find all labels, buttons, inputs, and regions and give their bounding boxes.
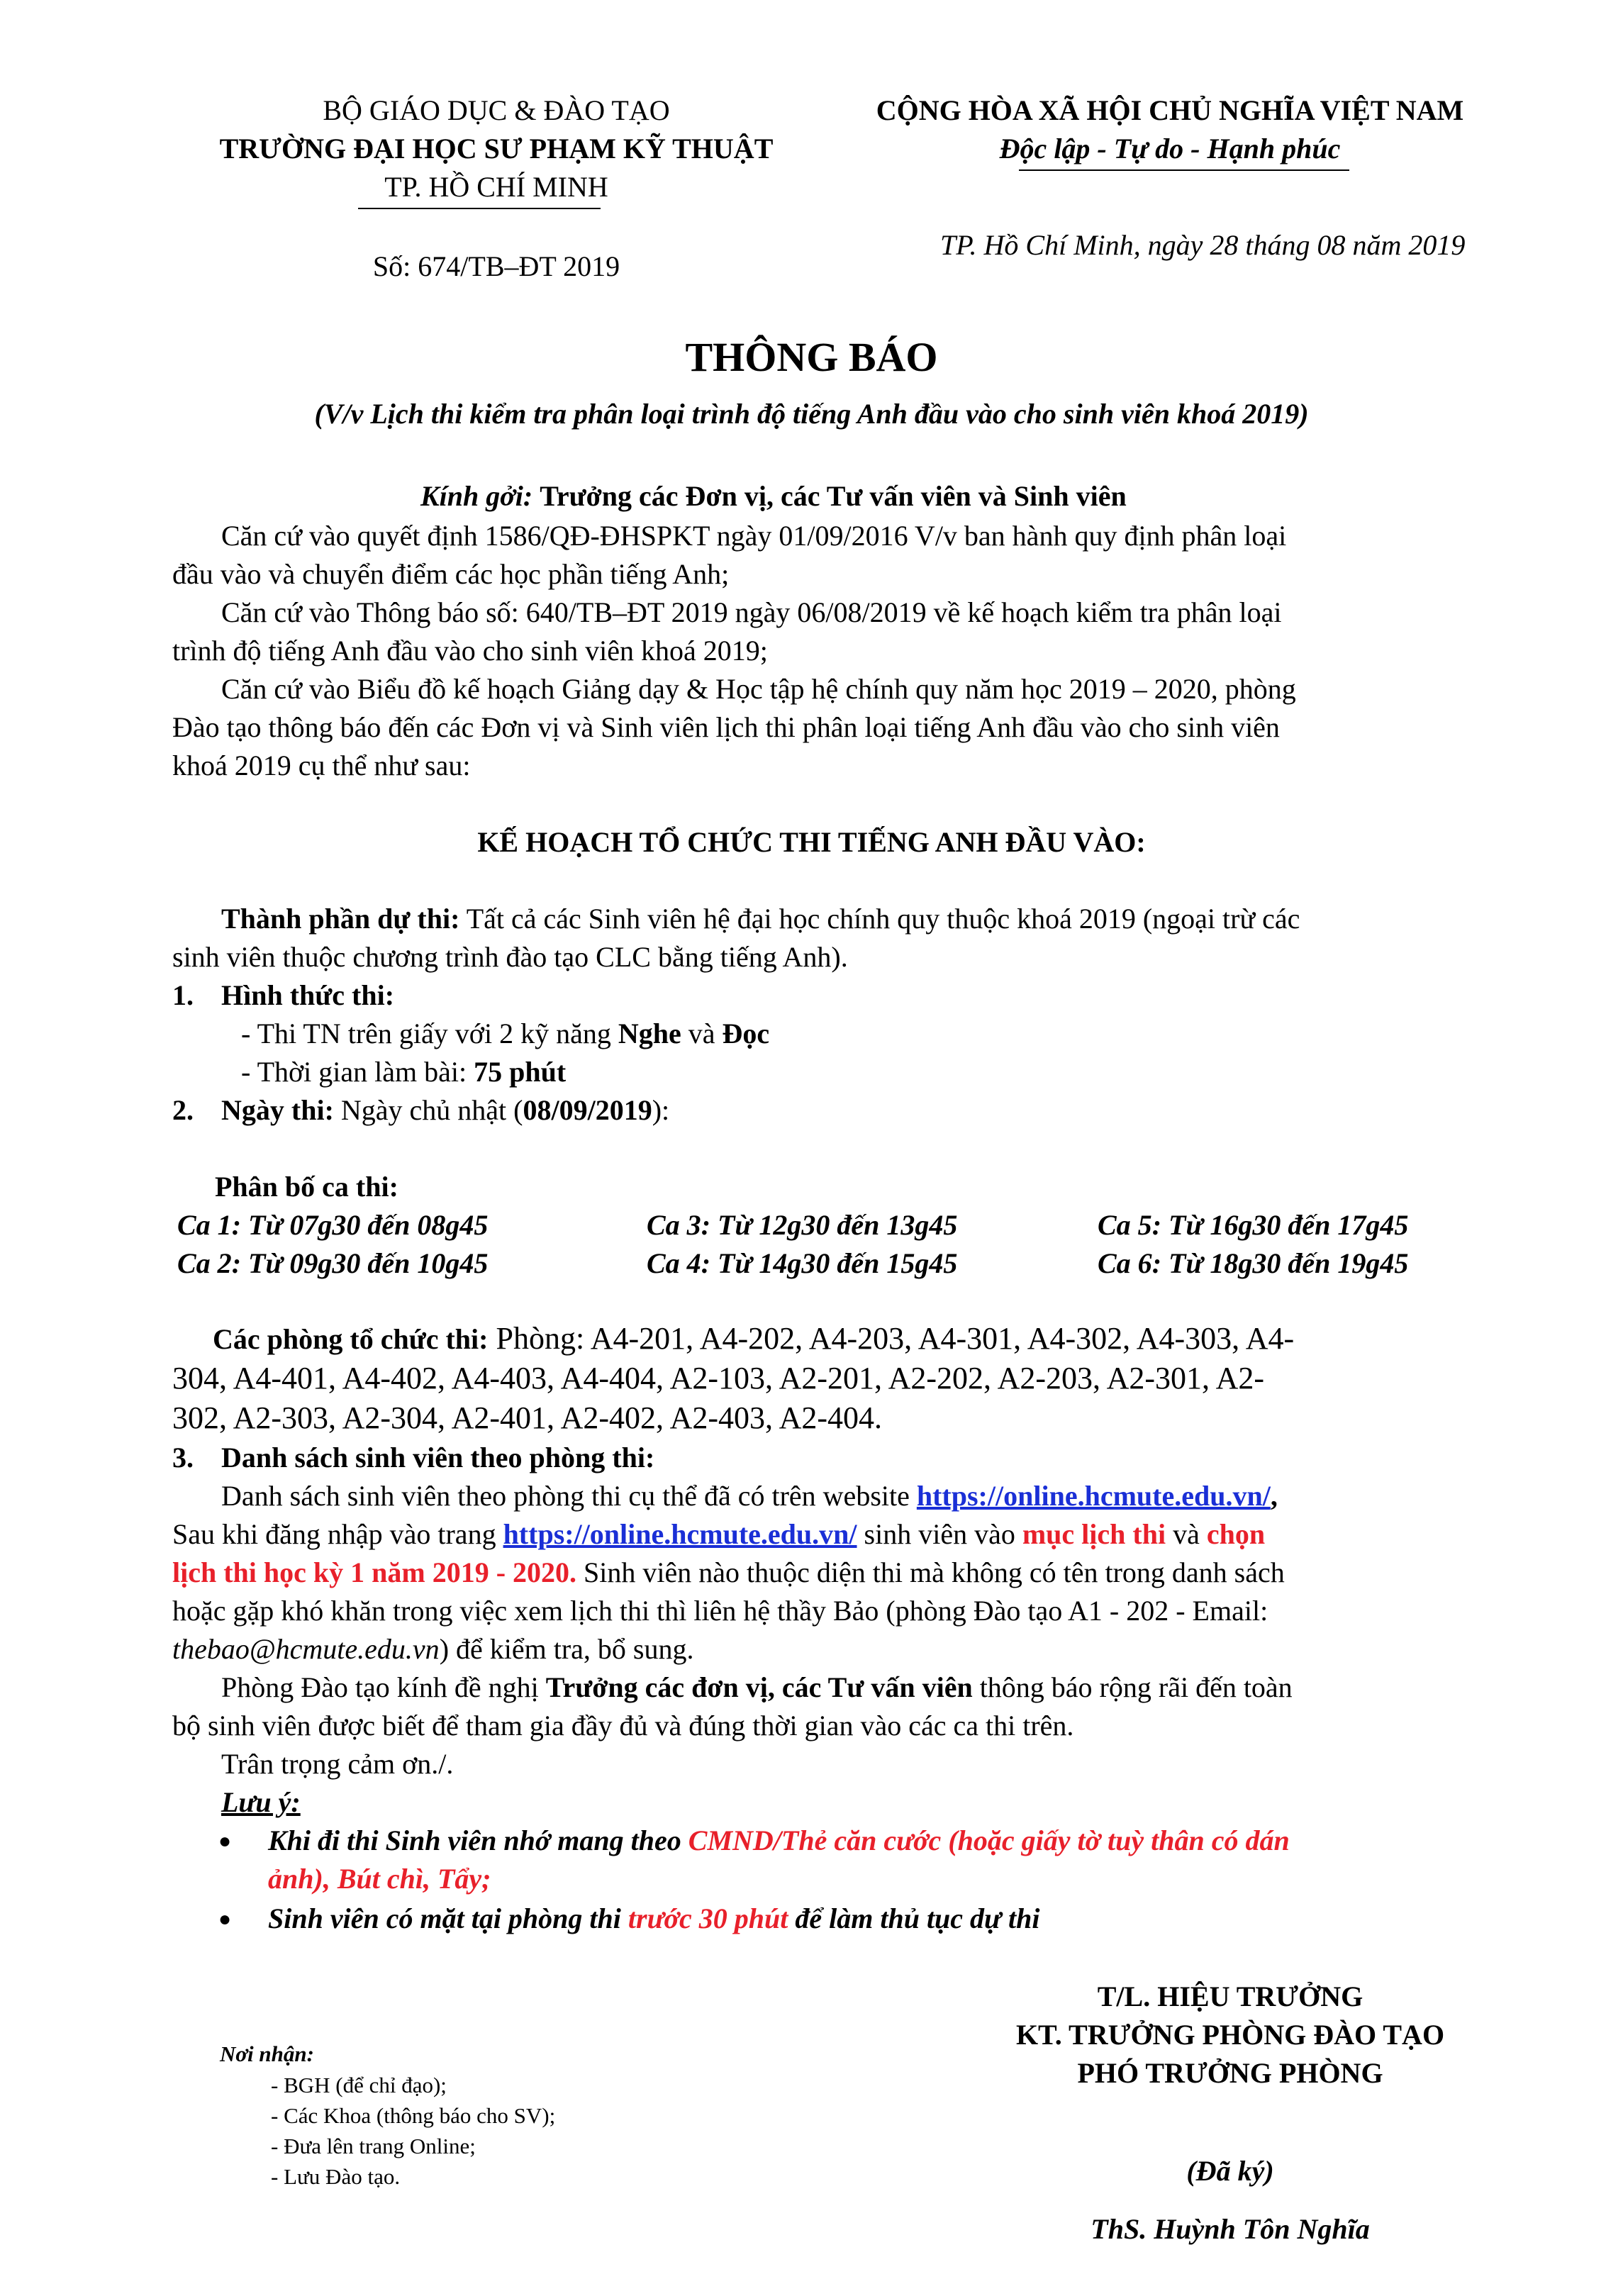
request-c: thông báo rộng rãi đến toàn	[979, 1671, 1293, 1703]
shift-2-label: Ca 2	[177, 1247, 232, 1279]
recipient-item: - Các Khoa (thông báo cho SV);	[271, 2103, 556, 2128]
shift-3-time: : Từ 12g30 đến 13g45	[701, 1209, 958, 1241]
greeting-label: Kính gởi:	[420, 480, 533, 512]
shift-5-label: Ca 5	[1098, 1209, 1152, 1241]
note-bullet-1	[268, 1824, 1290, 1857]
signed-note: (Đã ký)	[1186, 2155, 1274, 2187]
shift-5	[1098, 1208, 1408, 1242]
shift-3-label: Ca 3	[647, 1209, 701, 1241]
item-1-and: và	[688, 1018, 715, 1049]
shift-6-label: Ca 6	[1098, 1247, 1152, 1279]
section-2-title: Ngày thi:	[221, 1094, 334, 1126]
plan-heading: KẾ HOẠCH TỔ CHỨC THI TIẾNG ANH ĐẦU VÀO:	[477, 826, 1146, 858]
item-1-prefix: - Thi TN trên giấy với 2 kỹ năng	[241, 1018, 611, 1049]
choose-text: chọn	[1206, 1518, 1266, 1550]
place-date: TP. Hồ Chí Minh, ngày 28 tháng 08 năm 2019	[940, 229, 1466, 261]
shift-1-label: Ca 1	[177, 1209, 232, 1241]
section-1-number: 1.	[172, 979, 194, 1011]
section-3-title: Danh sách sinh viên theo phòng thi:	[221, 1442, 655, 1473]
recipient-item: - Lưu Đào tạo.	[271, 2164, 401, 2189]
check-text: ) để kiểm tra, bổ sung.	[439, 1633, 694, 1665]
basis-line-2: đầu vào và chuyển điểm các học phần tiếng Anh;	[172, 558, 730, 590]
shift-1-time: : Từ 07g30 đến 08g45	[231, 1209, 489, 1241]
note-1-text: Khi đi thi Sinh viên nhớ mang theo	[268, 1824, 681, 1856]
note-2-text: Sinh viên có mặt tại phòng thi	[268, 1902, 621, 1934]
document-title: THÔNG BÁO	[685, 334, 938, 380]
section-3-line-4: hoặc gặp khó khăn trong việc xem lịch thi thì liên hệ thầy Bảo (phòng Đào tạo A1 - 202 - Email:	[172, 1595, 1268, 1627]
shift-2-time: : Từ 09g30 đến 10g45	[231, 1247, 489, 1279]
recipients-label: Nơi nhận:	[220, 2041, 314, 2066]
section-3-line-1	[221, 1479, 1278, 1512]
request-line-1	[221, 1671, 1293, 1704]
shift-5-time: : Từ 16g30 đến 17g45	[1151, 1209, 1409, 1241]
ministry-name: BỘ GIÁO DỤC & ĐÀO TẠO	[323, 94, 670, 126]
rooms-line-3: 302, A2-303, A2-304, A2-401, A2-402, A2-403, A2-404.	[172, 1400, 882, 1435]
section-1-title: Hình thức thi:	[221, 979, 395, 1011]
skill-listening: Nghe	[618, 1018, 681, 1049]
greeting-line	[420, 479, 1127, 513]
header-left-underline	[358, 208, 601, 209]
basis-line-6: Đào tạo thông báo đến các Đơn vị và Sinh viên lịch thi phân loại tiếng Anh đầu vào cho sinh viên	[172, 711, 1280, 743]
motto-underline	[1019, 169, 1349, 171]
request-line-2: bộ sinh viên được biết để tham gia đầy đủ và đúng thời gian vào các ca thi trên.	[172, 1710, 1074, 1741]
thanks-line: Trân trọng cảm ơn./.	[221, 1748, 454, 1780]
basis-line-7: khoá 2019 cụ thể như sau:	[172, 749, 471, 781]
section-3-line-5	[172, 1632, 694, 1666]
shift-6	[1098, 1247, 1408, 1280]
section-3-number: 3.	[172, 1442, 194, 1473]
section-2-line	[221, 1093, 669, 1127]
shift-2	[177, 1247, 488, 1280]
note-1-continued: ảnh), Bút chì, Tẩy;	[268, 1863, 491, 1895]
link-comma: ,	[1270, 1480, 1278, 1512]
section-2-number: 2.	[172, 1094, 194, 1126]
document-subtitle: (V/v Lịch thi kiểm tra phân loại trình độ tiếng Anh đầu vào cho sinh viên khoá 2019)	[314, 398, 1309, 430]
shift-6-time: : Từ 18g30 đến 19g45	[1151, 1247, 1409, 1279]
note-label: Lưu ý:	[221, 1786, 301, 1818]
basis-line-3: Căn cứ vào Thông báo số: 640/TB–ĐT 2019 ngày 06/08/2019 về kế hoạch kiểm tra phân loại	[221, 596, 1282, 628]
participants-line-1	[221, 902, 1300, 935]
rooms-line-1	[213, 1320, 1294, 1356]
country-name: CỘNG HÒA XÃ HỘI CHỦ NGHĨA VIỆT NAM	[876, 94, 1464, 126]
section-1-item-2	[241, 1055, 566, 1088]
participants-label: Thành phần dự thi:	[221, 903, 460, 935]
item-2-prefix: - Thời gian làm bài:	[241, 1056, 467, 1088]
section-3-line-2	[172, 1517, 1265, 1551]
note-bullet-2	[268, 1902, 1040, 1935]
skill-reading: Đọc	[722, 1018, 770, 1049]
rooms-line-2: 304, A4-401, A4-402, A4-403, A4-404, A2-103, A2-201, A2-202, A2-203, A2-301, A2-	[172, 1361, 1264, 1395]
shift-1	[177, 1208, 488, 1242]
rooms-list-1: Phòng: A4-201, A4-202, A4-203, A4-301, A4-302, A4-303, A4-	[496, 1321, 1295, 1356]
section-3-line-3	[172, 1556, 1285, 1589]
shift-4-label: Ca 4	[647, 1247, 701, 1279]
signature-line-2: KT. TRƯỞNG PHÒNG ĐÀO TẠO	[1015, 2019, 1445, 2051]
website-link[interactable]: https://online.hcmute.edu.vn/	[916, 1480, 1271, 1512]
exam-duration: 75 phút	[474, 1056, 567, 1088]
recipient-item: - Đưa lên trang Online;	[271, 2134, 476, 2158]
website-text: Danh sách sinh viên theo phòng thi cụ thể đã có trên website	[221, 1480, 910, 1512]
section-2-close: ):	[652, 1094, 670, 1126]
note-1-documents: CMND/Thẻ căn cước (hoặc giấy tờ tuỳ thân có dán	[688, 1824, 1290, 1856]
university-name: TRƯỜNG ĐẠI HỌC SƯ PHẠM KỸ THUẬT	[219, 133, 774, 165]
missing-name-text: Sinh viên nào thuộc diện thi mà không có tên trong danh sách	[584, 1556, 1285, 1588]
signature-line-1: T/L. HIỆU TRƯỞNG	[1097, 1980, 1363, 2012]
contact-email: thebao@hcmute.edu.vn	[172, 1633, 440, 1665]
request-a: Phòng Đào tạo kính đề nghị	[221, 1671, 539, 1703]
national-motto: Độc lập - Tự do - Hạnh phúc	[999, 133, 1341, 165]
document-number: Số: 674/TB–ĐT 2019	[372, 250, 620, 282]
bullet-icon: ●	[218, 1829, 232, 1853]
section-1-item-1	[241, 1017, 769, 1050]
shifts-heading: Phân bố ca thi:	[215, 1171, 398, 1203]
rooms-label: Các phòng tổ chức thi:	[213, 1323, 489, 1355]
signature-line-3: PHÓ TRƯỞNG PHÒNG	[1077, 2057, 1383, 2089]
shift-3	[647, 1208, 957, 1242]
basis-line-1: Căn cứ vào quyết định 1586/QĐ-ĐHSPKT ngày 01/09/2016 V/v ban hành quy định phân loại	[221, 520, 1287, 552]
greeting-recipients: Trưởng các Đơn vị, các Tư vấn viên và Sinh viên	[540, 480, 1127, 512]
request-b: Trưởng các đơn vị, các Tư vấn viên	[545, 1671, 973, 1703]
shift-4	[647, 1247, 957, 1280]
participants-line-2: sinh viên thuộc chương trình đào tạo CLC bằng tiếng Anh).	[172, 941, 848, 973]
student-goto-text: sinh viên vào	[864, 1518, 1015, 1550]
basis-line-5: Căn cứ vào Biểu đồ kế hoạch Giảng dạy & Học tập hệ chính quy năm học 2019 – 2020, phòng	[221, 673, 1296, 705]
note-2-end: để làm thủ tục dự thi	[795, 1902, 1040, 1934]
participants-text: Tất cả các Sinh viên hệ đại học chính quy thuộc khoá 2019 (ngoại trừ các	[466, 903, 1300, 935]
exam-schedule-menu: mục lịch thi	[1022, 1518, 1166, 1550]
login-text: Sau khi đăng nhập vào trang	[172, 1518, 496, 1550]
university-city: TP. HỒ CHÍ MINH	[384, 171, 608, 203]
and-text: và	[1173, 1518, 1200, 1550]
bullet-icon: ●	[218, 1907, 232, 1931]
online-link[interactable]: https://online.hcmute.edu.vn/	[503, 1518, 857, 1550]
semester-schedule: lịch thi học kỳ 1 năm 2019 - 2020.	[172, 1556, 577, 1588]
basis-line-4: trình độ tiếng Anh đầu vào cho sinh viên khoá 2019;	[172, 635, 768, 667]
signer-name: ThS. Huỳnh Tôn Nghĩa	[1091, 2213, 1370, 2245]
recipient-item: - BGH (để chỉ đạo);	[271, 2073, 447, 2097]
shift-4-time: : Từ 14g30 đến 15g45	[701, 1247, 958, 1279]
section-2-text: Ngày chủ nhật (	[340, 1094, 523, 1126]
exam-date: 08/09/2019	[523, 1094, 652, 1126]
note-2-time: trước 30 phút	[628, 1902, 788, 1934]
